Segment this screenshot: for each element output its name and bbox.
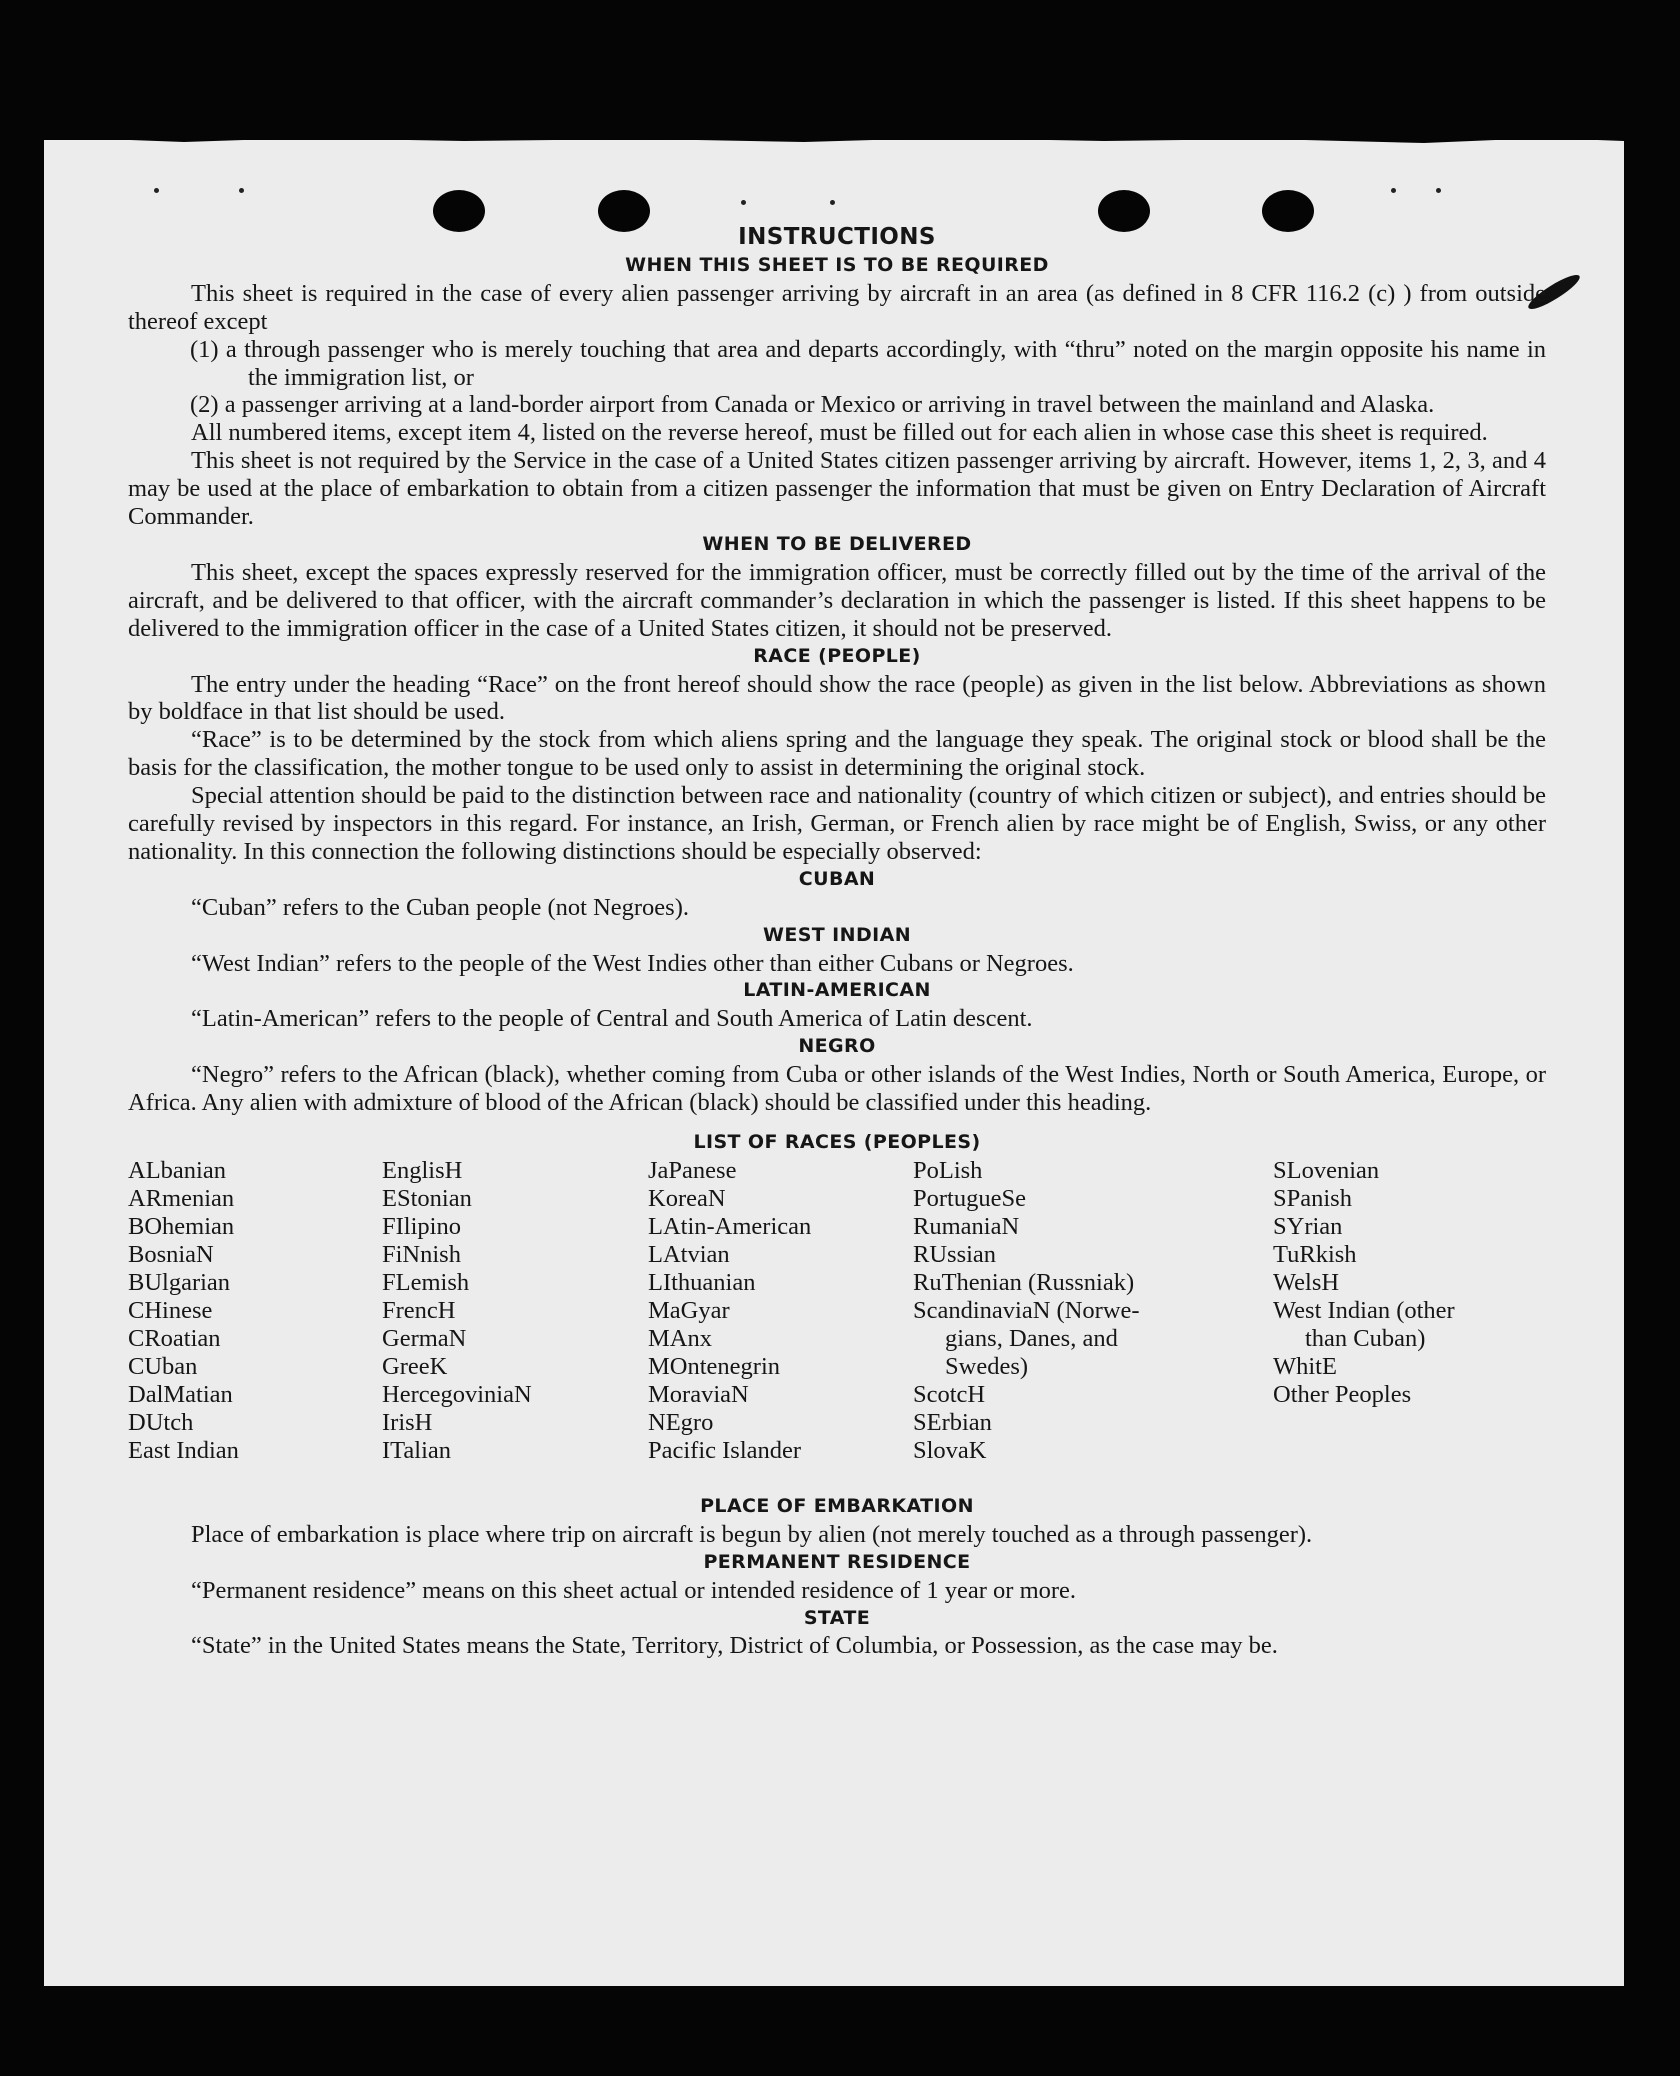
race-item: TuRkish (1273, 1240, 1357, 1268)
races-column-1 (128, 1157, 239, 1465)
race-item: IrisH (382, 1408, 433, 1436)
race-item: CHinese (128, 1296, 213, 1324)
races-column-5 (1273, 1157, 1455, 1409)
race-item: ScandinaviaN (Norwe- (913, 1296, 1140, 1324)
section-heading-race: RACE (PEOPLE) (753, 644, 921, 667)
latin-american-text: “Latin-American” refers to the people of Central and South America of Latin descent. (191, 1005, 1033, 1033)
residence-text: “Permanent residence” means on this sheet actual or intended residence of 1 year or more. (191, 1576, 1077, 1604)
races-column-2 (382, 1157, 532, 1465)
delivered-paragraph: This sheet, except the spaces expressly reserved for the immigration officer, must be correctly filled out by the time of the arrival of the aircraft, and be delivered to that officer, with the aircraft commander’s declaration in which the passenger is listed. If this sheet happens to be delivered to the immigration officer in the case of a United States citizen, it should not be preserved. (128, 558, 1546, 642)
race-item: PoLish (913, 1156, 983, 1184)
speck (741, 200, 746, 205)
race-item: WelsH (1273, 1268, 1340, 1296)
race-item: ARmenian (128, 1184, 235, 1212)
race-item: DUtch (128, 1408, 194, 1436)
race-item: EStonian (382, 1184, 472, 1212)
section-heading-west-indian: WEST INDIAN (762, 923, 911, 946)
race-paragraph-1: The entry under the heading “Race” on the front hereof should show the race (people) as given in the list below. Abbreviations as shown by boldface in that list should be used. (128, 670, 1546, 726)
west-indian-text: “West Indian” refers to the people of the West Indies other than either Cubans or Negroes. (191, 949, 1074, 977)
torn-paper-edge (44, 130, 1624, 154)
negro-text: “Negro” refers to the African (black), whether coming from Cuba or other islands of the West Indies, North or South America, Europe, or Africa. Any alien with admixture of blood of the African (black) should be classified under this heading. (128, 1061, 1546, 1117)
section-heading-negro: NEGRO (798, 1035, 876, 1058)
race-item: BOhemian (128, 1212, 235, 1240)
race-item: Swedes) (945, 1352, 1029, 1380)
section-heading-races-list: LIST OF RACES (PEOPLES) (693, 1131, 981, 1153)
race-item: Pacific Islander (648, 1436, 802, 1464)
race-item: LAtin-American (648, 1212, 812, 1240)
race-item: CRoatian (128, 1324, 221, 1352)
race-item: ALbanian (128, 1156, 226, 1184)
section-heading-delivered: WHEN TO BE DELIVERED (702, 532, 972, 555)
race-item: MoraviaN (648, 1380, 749, 1408)
section-heading-residence: PERMANENT RESIDENCE (703, 1550, 971, 1573)
races-list (128, 1157, 1546, 1493)
speck (239, 188, 244, 193)
race-item: GermaN (382, 1324, 467, 1352)
race-item: NEgro (648, 1408, 714, 1436)
races-column-4 (913, 1157, 1140, 1465)
race-item: LAtvian (648, 1240, 730, 1268)
races-column-3 (648, 1157, 811, 1465)
embarkation-text: Place of embarkation is place where trip on aircraft is begun by alien (not merely touched as a through passenger). (191, 1520, 1313, 1548)
document-sheet (44, 140, 1624, 1986)
race-item: FiNnish (382, 1240, 461, 1268)
section-heading-cuban: CUBAN (798, 867, 876, 890)
speck (830, 200, 835, 205)
speck (1436, 188, 1441, 193)
race-item: ScotcH (913, 1380, 986, 1408)
race-item: FIlipino (382, 1212, 461, 1240)
race-item: CUban (128, 1352, 198, 1380)
speck (1391, 188, 1396, 193)
numbered-items-paragraph: All numbered items, except item 4, listed on the reverse hereof, must be filled out for each alien in whose case this sheet is required. (191, 419, 1488, 447)
state-text: “State” in the United States means the State, Territory, District of Columbia, or Possession, as the case may be. (191, 1632, 1278, 1660)
race-item: RumaniaN (913, 1212, 1020, 1240)
race-item: SLovenian (1273, 1156, 1380, 1184)
race-item: EnglisH (382, 1156, 463, 1184)
race-item: East Indian (128, 1436, 239, 1464)
required-paragraph: This sheet is required in the case of every alien passenger arriving by aircraft in an area (as defined in 8 CFR 116.2 (c) ) from outside thereof except (128, 279, 1546, 335)
race-item: than Cuban) (1305, 1324, 1426, 1352)
race-item: RUssian (913, 1240, 997, 1268)
race-paragraph-2: “Race” is to be determined by the stock from which aliens spring and the language they speak. The original stock or blood shall be the basis for the classification, the mother tongue to be used only to assist in determining the original stock. (128, 726, 1546, 782)
race-item: MAnx (648, 1324, 712, 1352)
cuban-text: “Cuban” refers to the Cuban people (not Negroes). (191, 893, 689, 921)
race-item: SYrian (1273, 1212, 1343, 1240)
speck (154, 188, 159, 193)
page-title: INSTRUCTIONS (738, 224, 936, 250)
exception-item-1: (1) a through passenger who is merely touching that area and departs accordingly, with “thru” noted on the margin opposite his name in the immigration list, or (190, 335, 1546, 391)
race-item: PortugueSe (913, 1184, 1026, 1212)
race-item: FrencH (382, 1296, 456, 1324)
citizen-paragraph: This sheet is not required by the Service in the case of a United States citizen passenger arriving by aircraft. However, items 1, 2, 3, and 4 may be used at the place of embarkation to obtain from a citizen passenger the information that must be given on Entry Declaration of Aircraft Commander. (128, 447, 1546, 531)
race-item: BUlgarian (128, 1268, 231, 1296)
race-item: RuThenian (Russniak) (913, 1268, 1135, 1296)
instructions-text (128, 224, 1546, 1660)
race-item: KoreaN (648, 1184, 726, 1212)
section-heading-latin-american: LATIN-AMERICAN (743, 979, 931, 1002)
race-item: BosniaN (128, 1240, 214, 1268)
exception-item-2: (2) a passenger arriving at a land-border airport from Canada or Mexico or arriving in travel between the mainland and Alaska. (190, 391, 1435, 419)
race-item: JaPanese (648, 1156, 737, 1184)
race-item: FLemish (382, 1268, 470, 1296)
race-item: SErbian (913, 1408, 992, 1436)
race-item: West Indian (other (1273, 1296, 1455, 1324)
race-item: MOntenegrin (648, 1352, 780, 1380)
race-item: WhitE (1273, 1352, 1337, 1380)
race-item: SPanish (1273, 1184, 1352, 1212)
race-item: HercegoviniaN (382, 1380, 532, 1408)
race-paragraph-3: Special attention should be paid to the distinction between race and nationality (country of which citizen or subject), and entries should be carefully revised by inspectors in this regard. For instance, an Irish, German, or French alien by race might be of English, Swiss, or any other nationality. In this connection the following distinctions should be especially observed: (128, 782, 1546, 865)
section-heading-embarkation: PLACE OF EMBARKATION (700, 1494, 974, 1517)
race-item: gians, Danes, and (945, 1324, 1118, 1352)
race-item: Other Peoples (1273, 1380, 1412, 1408)
race-item: GreeK (382, 1352, 448, 1380)
race-item: MaGyar (648, 1296, 730, 1324)
race-item: DalMatian (128, 1380, 233, 1408)
section-heading-state: STATE (803, 1606, 871, 1629)
race-item: LIthuanian (648, 1268, 756, 1296)
race-item: ITalian (382, 1436, 452, 1464)
section-heading-required: WHEN THIS SHEET IS TO BE REQUIRED (625, 253, 1049, 276)
race-item: SlovaK (913, 1436, 987, 1464)
